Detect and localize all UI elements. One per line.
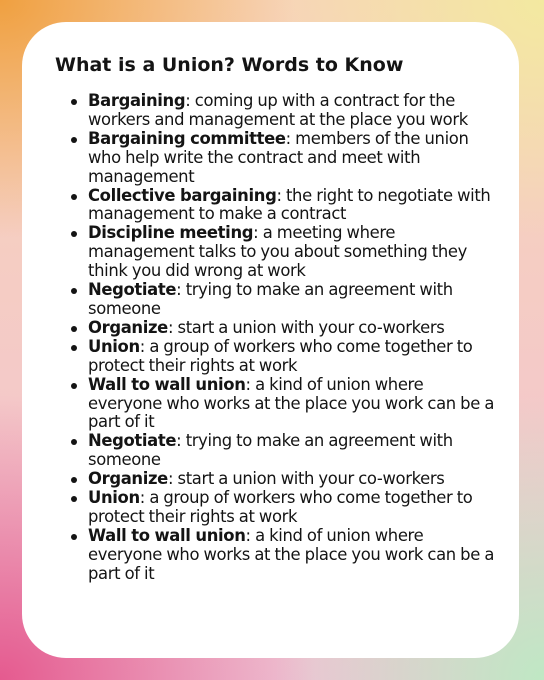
bullet-icon (71, 439, 77, 445)
bullet-icon (71, 477, 77, 483)
term-label: Organize (88, 317, 168, 337)
list-item (55, 224, 499, 281)
list-item (55, 432, 499, 470)
term-label: Bargaining committee (88, 128, 286, 148)
term-definition: : the right to negotiate with management to make a contract (88, 185, 491, 224)
term-definition: : start a union with your co-workers (167, 317, 445, 337)
term-definition: : a kind of union where everyone who works at the place you work can be a part of it (88, 525, 495, 583)
list-item (55, 470, 499, 489)
term-definition: : a group of workers who come together to protect their rights at work (88, 336, 473, 375)
list-item (55, 319, 499, 338)
list-item (55, 376, 499, 433)
terms-list (55, 92, 499, 584)
list-item (55, 338, 499, 376)
bullet-icon (71, 288, 77, 294)
page-title: What is a Union? Words to Know (55, 54, 404, 76)
term-definition: : trying to make an agreement with someone (88, 431, 453, 470)
term-label: Wall to wall union (88, 525, 246, 545)
term-label: Union (88, 336, 140, 356)
term-label: Negotiate (88, 280, 177, 300)
bullet-icon (71, 194, 77, 200)
list-item (55, 92, 499, 130)
bullet-icon (71, 231, 77, 237)
bullet-icon (71, 137, 77, 143)
bullet-icon (71, 326, 77, 332)
term-label: Organize (88, 469, 168, 489)
term-definition: : a kind of union where everyone who works at the place you work can be a part of it (88, 374, 495, 432)
term-label: Negotiate (88, 431, 177, 451)
list-item (55, 281, 499, 319)
term-definition: : a group of workers who come together to protect their rights at work (88, 488, 473, 526)
term-definition: : coming up with a contract for the workers and management at the place you work (88, 91, 468, 129)
term-label: Bargaining (88, 91, 186, 110)
term-label: Wall to wall union (88, 374, 246, 394)
bullet-icon (71, 345, 77, 351)
bullet-icon (71, 383, 77, 389)
list-item (55, 187, 499, 225)
term-definition: : a meeting where management talks to you about something they think you did wrong at work (88, 223, 467, 281)
term-label: Collective bargaining (88, 185, 277, 205)
term-label: Union (88, 488, 140, 508)
list-item (55, 489, 499, 527)
content-card (22, 22, 519, 658)
list-item (55, 130, 499, 187)
list-item (55, 527, 499, 584)
term-definition: : members of the union who help write the contract and meet with management (88, 128, 469, 186)
bullet-icon (71, 534, 77, 540)
bullet-icon (71, 496, 77, 502)
term-label: Discipline meeting (88, 223, 254, 243)
bullet-icon (71, 99, 77, 105)
term-definition: : start a union with your co-workers (167, 469, 445, 489)
term-definition: : trying to make an agreement with someone (88, 280, 453, 318)
